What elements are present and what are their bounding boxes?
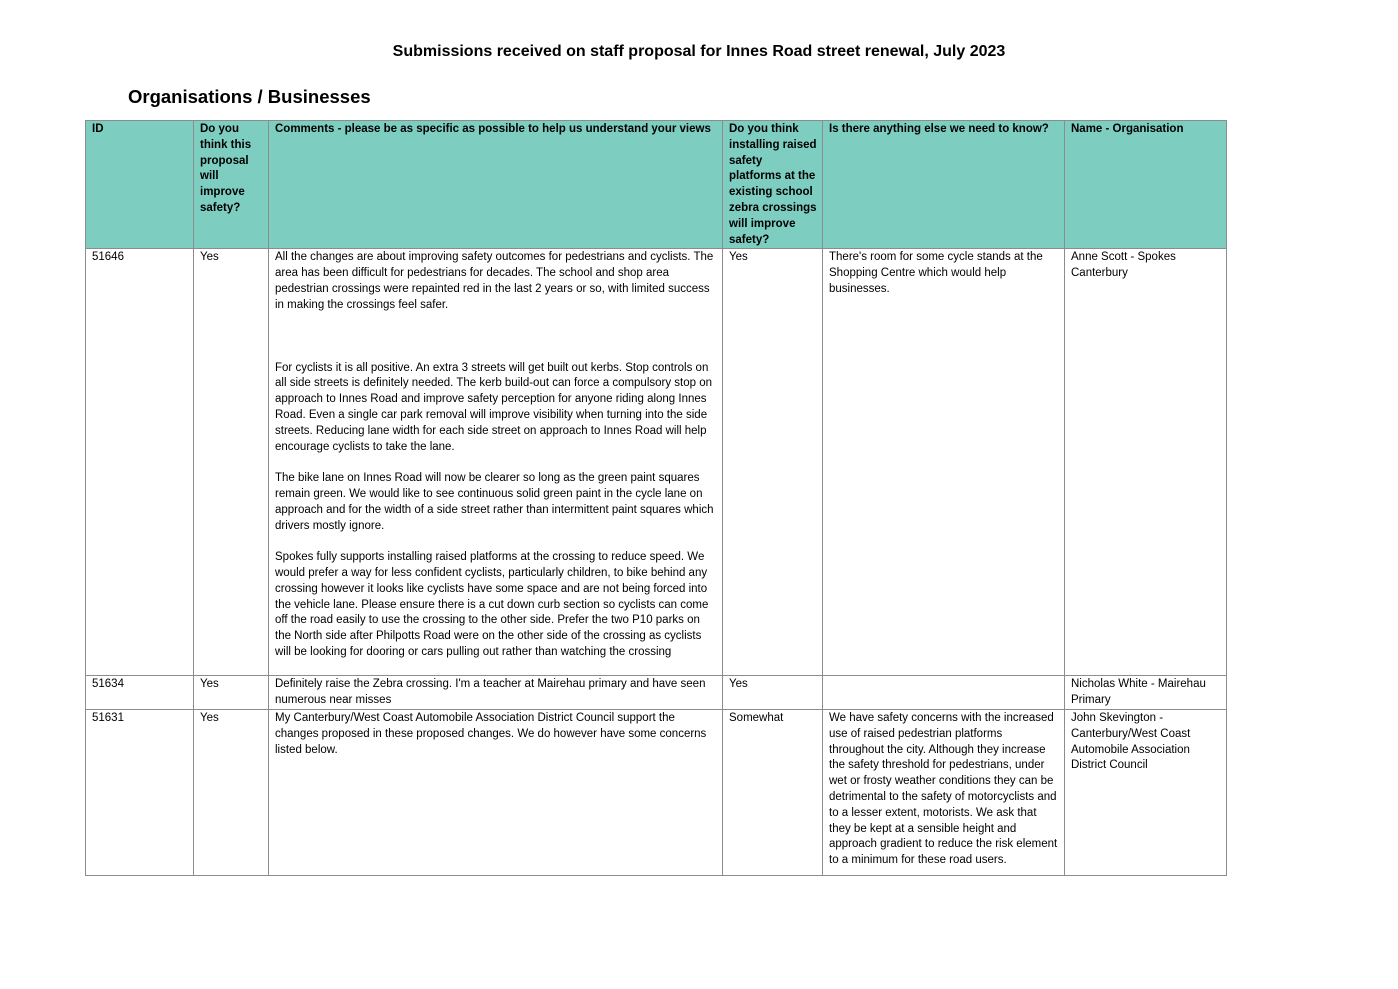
cell-comments	[269, 676, 723, 710]
cell-anything-else: We have safety concerns with the increased use of raised pedestrian platforms throughout the city. Although they increase the safety threshold for pedestrians, under wet or frosty weather conditions they can be detrimental to the safety of motorcyclists and to a lesser extent, motorists. We ask that they be kept at a sensible height and approach gradient to reduce the risk element to a minimum for these road users.	[823, 709, 1065, 875]
comment-paragraph: Definitely raise the Zebra crossing. I'm a teacher at Mairehau primary and have seen numerous near misses	[275, 678, 706, 707]
cell-improve-safety: Yes	[194, 709, 269, 875]
document-title: Submissions received on staff proposal for Innes Road street renewal, July 2023	[392, 43, 1006, 60]
comment-paragraph: All the changes are about improving safety outcomes for pedestrians and cyclists. The area has been difficult for pedestrians for decades. The school and shop area pedestrian crossings were repainted red in the last 2 years or so, with limited success in making the crossings feel safer.	[275, 251, 714, 311]
cell-comments	[269, 249, 723, 676]
cell-name-organisation: Nicholas White - Mairehau Primary	[1065, 676, 1227, 710]
cell-raised-platforms: Yes	[723, 249, 823, 676]
cell-comments	[269, 709, 723, 875]
cell-name-organisation: Anne Scott - Spokes Canterbury	[1065, 249, 1227, 676]
header-improve-safety: Do you think this proposal will improve safety?	[194, 121, 269, 249]
table-row	[86, 709, 1227, 875]
header-anything-else: Is there anything else we need to know?	[823, 121, 1065, 249]
table-row	[86, 249, 1227, 676]
comment-paragraph: My Canterbury/West Coast Automobile Association District Council support the changes proposed in these proposed changes. We do however have some concerns listed below.	[275, 711, 707, 756]
table-header-row	[86, 121, 1227, 249]
comment-paragraph: Spokes fully supports installing raised platforms at the crossing to reduce speed. We would prefer a way for less confident cyclists, particularly children, to bike behind any crossing however it looks like cyclists have some space and are not being forced into the vehicle lane. Please ensure there is a cut down curb section so cyclists can come off the road easily to use the crossing to the other side. Prefer the two P10 parks on the North side after Philpotts Road were on the other side of the crossing as cyclists will be looking for dooring or cars pulling out rather than watching the crossing	[275, 551, 709, 658]
header-id: ID	[86, 121, 194, 249]
comment-paragraph: For cyclists it is all positive. An extra 3 streets will get built out kerbs. Stop controls on all side streets is definitely needed. The kerb build-out can force a compulsory stop on approach to Innes Road and improve safety perception for anyone riding along Innes Road. Even a single car park removal will improve visibility when turning into the side streets. Reducing lane width for each side street on approach to Innes Road will help encourage cyclists to take the lane.	[275, 361, 713, 453]
cell-id: 51646	[86, 249, 194, 676]
cell-name-organisation: John Skevington - Canterbury/West Coast Automobile Association District Council	[1065, 709, 1227, 875]
section-heading: Organisations / Businesses	[128, 86, 371, 107]
cell-id: 51634	[86, 676, 194, 710]
cell-improve-safety: Yes	[194, 249, 269, 676]
table-row	[86, 676, 1227, 710]
comment-paragraph: The bike lane on Innes Road will now be clearer so long as the green paint squares remain green. We would like to see continuous solid green paint in the cycle lane on approach and for the width of a side street rather than intermittent paint squares which drivers mostly ignore.	[275, 472, 714, 532]
submissions-table	[85, 120, 1227, 876]
header-raised-platforms: Do you think installing raised safety platforms at the existing school zebra crossings will improve safety?	[723, 121, 823, 249]
header-name-organisation: Name - Organisation	[1065, 121, 1227, 249]
cell-anything-else: There's room for some cycle stands at the Shopping Centre which would help businesses.	[823, 249, 1065, 676]
header-comments: Comments - please be as specific as possible to help us understand your views	[269, 121, 723, 249]
cell-id: 51631	[86, 709, 194, 875]
cell-improve-safety: Yes	[194, 676, 269, 710]
cell-raised-platforms: Yes	[723, 676, 823, 710]
cell-anything-else	[823, 676, 1065, 710]
cell-raised-platforms: Somewhat	[723, 709, 823, 875]
